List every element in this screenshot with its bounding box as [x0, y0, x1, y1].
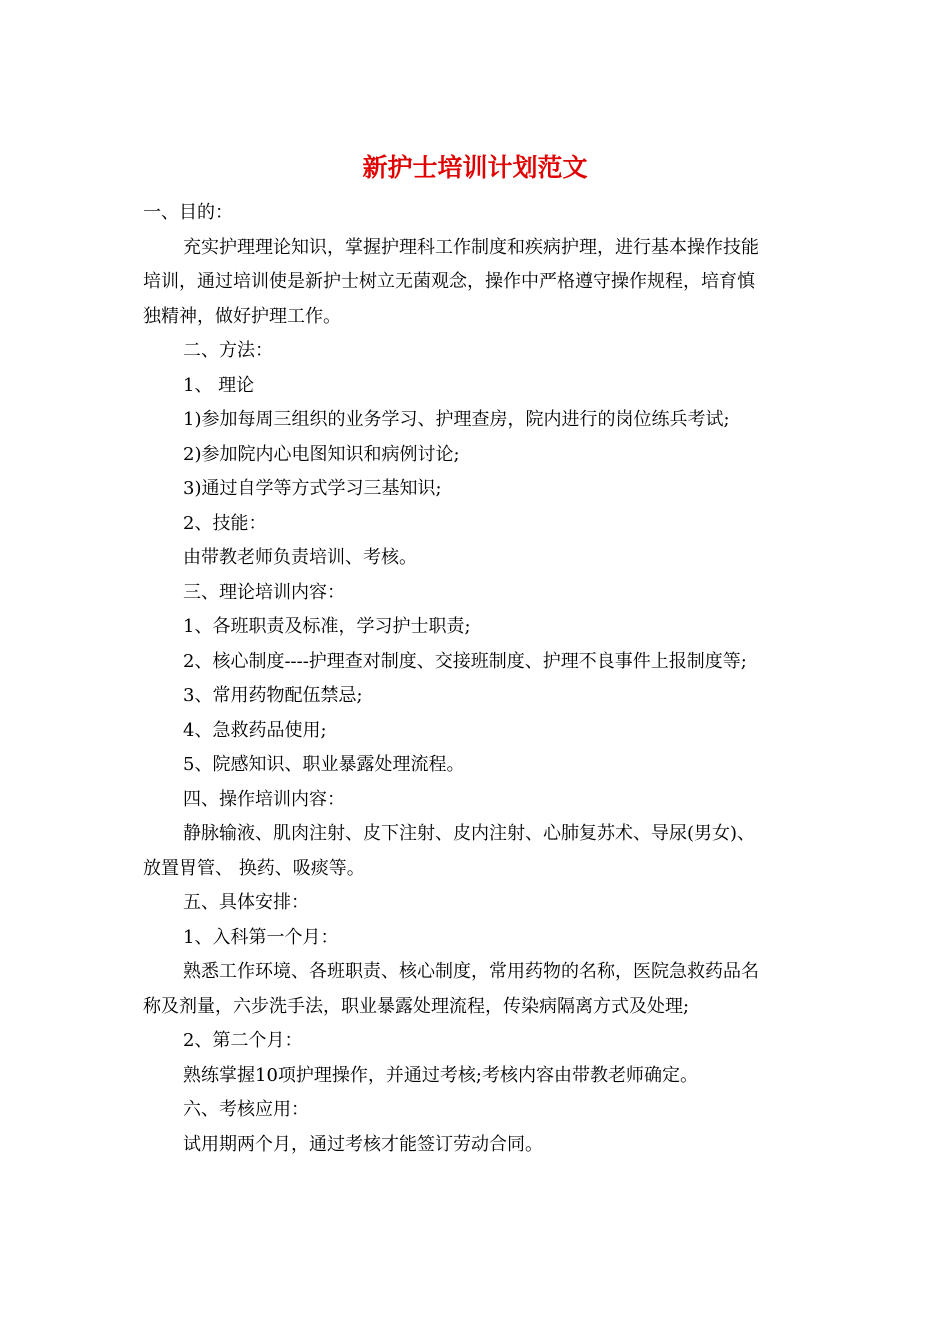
body-line: 2)参加院内心电图知识和病例讨论; [183, 443, 460, 465]
body-line: 充实护理理论知识，掌握护理科工作制度和疾病护理，进行基本操作技能 [183, 236, 759, 258]
document-body [143, 196, 803, 1162]
body-line: 3、常用药物配伍禁忌; [183, 685, 363, 706]
body-line: 一、目的： [143, 202, 233, 223]
body-line: 熟练掌握10项护理操作，并通过考核;考核内容由带教老师确定。 [183, 1064, 698, 1086]
body-line: 2、第二个月： [183, 1030, 303, 1051]
body-line: 2、核心制度----护理查对制度、交接班制度、护理不良事件上报制度等; [183, 650, 747, 672]
body-line: 1)参加每周三组织的业务学习、护理查房，院内进行的岗位练兵考试; [183, 409, 730, 430]
body-line: 称及剂量，六步洗手法，职业暴露处理流程，传染病隔离方式及处理; [143, 995, 690, 1017]
document-title: 新护士培训计划范文 [362, 153, 588, 182]
body-line: 1、各班职责及标准，学习护士职责; [183, 616, 471, 637]
body-line: 3)通过自学等方式学习三基知识; [183, 478, 442, 499]
body-line: 放置胃管、 换药、吸痰等。 [143, 857, 365, 879]
body-line: 1、 理论 [183, 374, 255, 396]
body-line: 熟悉工作环境、各班职责、核心制度，常用药物的名称，医院急救药品名 [183, 961, 759, 982]
body-line: 2、技能： [183, 512, 267, 534]
body-line: 试用期两个月，通过考核才能签订劳动合同。 [183, 1133, 543, 1155]
body-line: 三、理论培训内容： [183, 581, 345, 603]
body-line: 5、院感知识、职业暴露处理流程。 [183, 754, 465, 775]
body-line: 4、急救药品使用; [183, 719, 327, 741]
body-line: 二、方法： [183, 340, 273, 361]
body-line: 培训，通过培训使是新护士树立无菌观念，操作中严格遵守操作规程，培育慎 [143, 271, 755, 292]
body-line: 独精神，做好护理工作。 [143, 305, 341, 327]
body-line: 六、考核应用： [183, 1099, 309, 1120]
body-line: 1、入科第一个月： [183, 926, 339, 948]
body-line: 四、操作培训内容： [183, 788, 345, 810]
body-line: 五、具体安排： [183, 892, 309, 913]
body-line: 静脉输液、肌肉注射、皮下注射、皮内注射、心肺复苏术、导尿(男女)、 [183, 823, 756, 844]
body-line: 由带教老师负责培训、考核。 [183, 547, 417, 568]
